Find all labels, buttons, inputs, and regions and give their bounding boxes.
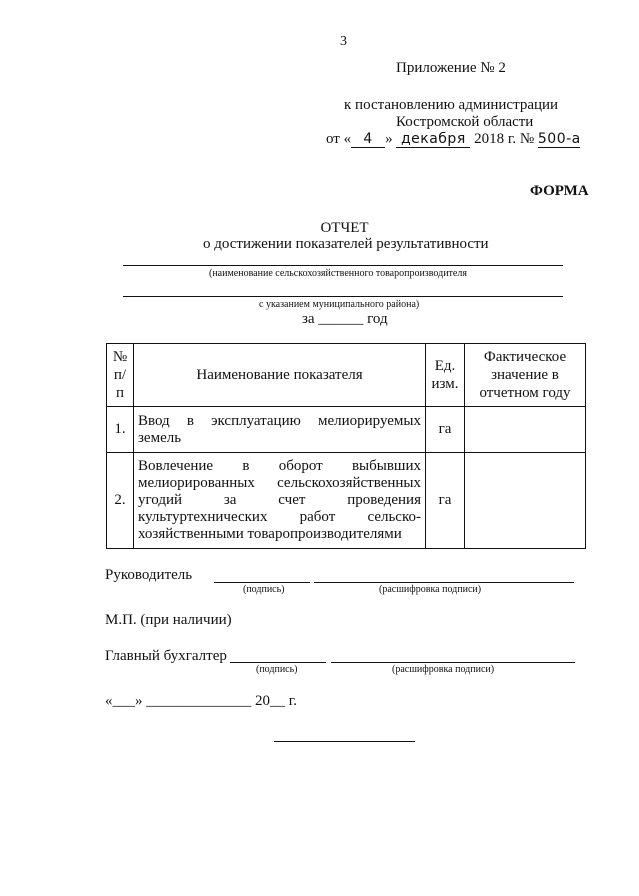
row-num: 2. bbox=[107, 453, 134, 549]
report-subtitle: о достижении показателей результативности bbox=[203, 236, 489, 252]
head-signature-line bbox=[214, 582, 310, 583]
accountant-decoding-caption: (расшифровка подписи) bbox=[392, 664, 495, 675]
decree-month: декабря bbox=[396, 131, 470, 148]
accountant-decoding-line bbox=[331, 662, 575, 663]
stamp-label: М.П. (при наличии) bbox=[105, 612, 232, 628]
producer-caption: (наименование сельскохозяйственного товаропроизводителя bbox=[209, 268, 467, 279]
head-label: Руководитель bbox=[105, 567, 193, 583]
bottom-line bbox=[274, 741, 415, 742]
decree-year: 2018 г. № bbox=[474, 131, 535, 147]
period-suffix: год bbox=[367, 311, 388, 327]
row-value bbox=[465, 453, 586, 549]
row-name: Вовлечение в оборот выбывших мелиорированных сельскохозяйственных угодий за счет проведения культуртехнических работ сельско-хозяйственными товаропроизводителями bbox=[134, 453, 426, 549]
date-prefix: от bbox=[326, 131, 340, 147]
decree-day: 4 bbox=[351, 131, 385, 148]
header-name: Наименование показателя bbox=[134, 344, 426, 407]
period-blank: ______ bbox=[318, 311, 364, 327]
accountant-signature-caption: (подпись) bbox=[256, 664, 298, 675]
table-row bbox=[107, 407, 586, 453]
header-unit: Ед. изм. bbox=[426, 344, 465, 407]
appendix-date-line bbox=[326, 131, 580, 148]
head-signature-caption: (подпись) bbox=[243, 584, 285, 595]
row-num: 1. bbox=[107, 407, 134, 453]
district-caption: с указанием муниципального района) bbox=[259, 299, 420, 310]
appendix-line-2: Костромской области bbox=[396, 114, 534, 130]
form-label: ФОРМА bbox=[530, 183, 589, 199]
report-period bbox=[302, 311, 388, 328]
report-title-text: ОТЧЕТ bbox=[320, 220, 369, 236]
accountant-label: Главный бухгалтер bbox=[105, 648, 227, 664]
row-name: Ввод в эксплуатацию мелиорируемых земель bbox=[134, 407, 426, 453]
accountant-signature-line bbox=[230, 662, 326, 663]
decree-number: 500-а bbox=[537, 131, 581, 147]
appendix-title: Приложение № 2 bbox=[396, 60, 506, 76]
table-row bbox=[107, 453, 586, 549]
header-value: Фактическое значение в отчетном году bbox=[465, 344, 586, 407]
head-decoding-caption: (расшифровка подписи) bbox=[379, 584, 482, 595]
indicators-table bbox=[106, 343, 586, 549]
quote-close: » bbox=[385, 131, 393, 147]
table-header-row bbox=[107, 344, 586, 407]
row-value bbox=[465, 407, 586, 453]
page-number: 3 bbox=[340, 34, 347, 49]
row-unit: га bbox=[426, 407, 465, 453]
date-line: «___» ______________ 20__ г. bbox=[105, 693, 297, 709]
district-line bbox=[123, 296, 563, 297]
header-num: № п/п bbox=[107, 344, 134, 407]
report-title bbox=[0, 220, 639, 237]
head-decoding-line bbox=[314, 582, 574, 583]
quote-open: « bbox=[343, 131, 352, 147]
producer-name-line bbox=[123, 265, 563, 266]
row-unit: га bbox=[426, 453, 465, 549]
period-prefix: за bbox=[302, 311, 315, 327]
appendix-line-1: к постановлению администрации bbox=[344, 97, 559, 113]
